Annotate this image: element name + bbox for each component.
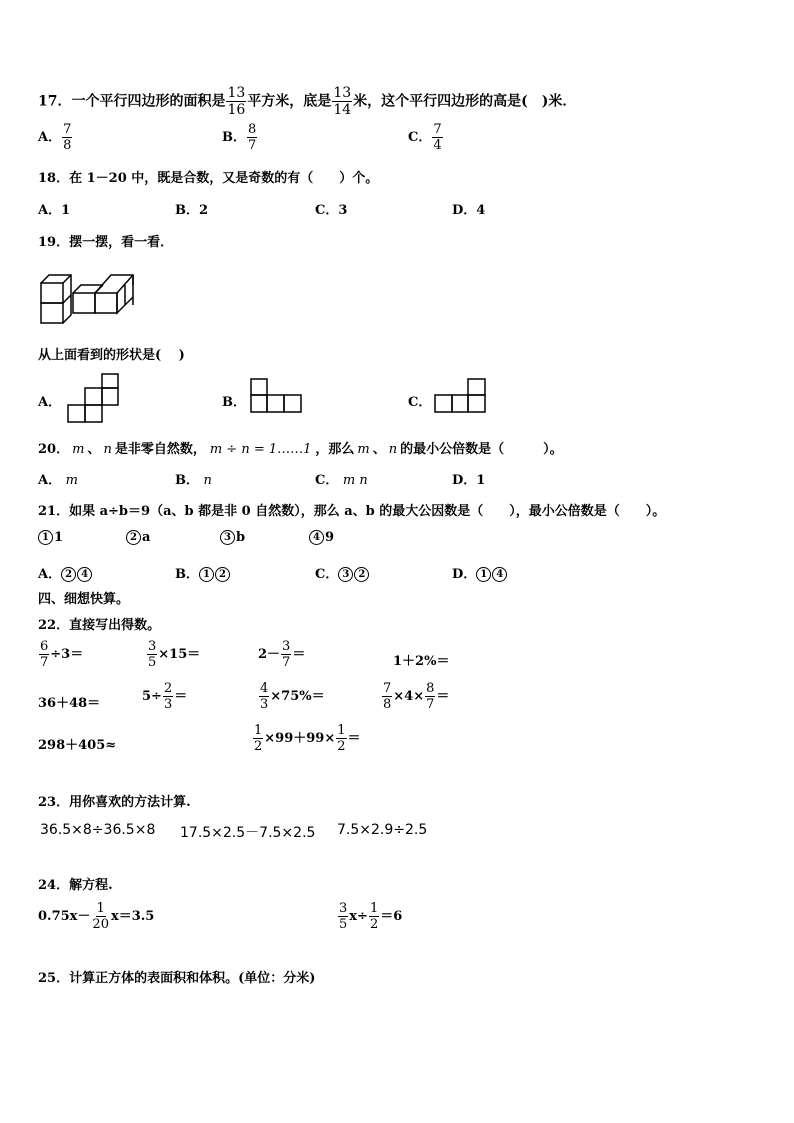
q23-expr-1: 36.5×8÷36.5×8 bbox=[40, 822, 156, 838]
circled-number-icon: 1 bbox=[199, 567, 214, 582]
q22-r1-b: $\frac{3}{5}$ ×15＝ bbox=[148, 639, 201, 670]
q22-r2-b: 5÷ $\frac{2}{3}$ ＝ bbox=[142, 681, 188, 712]
q22-r2-c: $\frac{4}{3}$ ×75%＝ bbox=[260, 681, 325, 712]
q19-stem: 19．摆一摆，看一看． bbox=[38, 235, 174, 250]
q21-item-1: 1 1 bbox=[38, 530, 63, 545]
circled-number-icon: 1 bbox=[38, 530, 53, 545]
q20-option-a[interactable]: A． m bbox=[38, 473, 78, 488]
q21-item-2: 2 a bbox=[126, 530, 150, 545]
q25-stem: 25．计算正方体的表面积和体积。(单位：分米) bbox=[38, 971, 316, 986]
q19-question: 从上面看到的形状是( ) bbox=[38, 348, 185, 363]
q17-stem: 17．一个平行四边形的面积是 $\frac{13}{16}$ 平方米，底是 $\frac{13}{14}$ 米，这个平行四边形的高是( )米． bbox=[38, 85, 577, 118]
q19-option-c[interactable]: C． bbox=[408, 395, 432, 410]
q22-r2-d: $\frac{7}{8}$ ×4× $\frac{8}{7}$ ＝ bbox=[383, 681, 450, 712]
q18-stem: 18．在 1－20 中，既是合数，又是奇数的有（ ）个。 bbox=[38, 171, 379, 186]
circled-number-icon: 3 bbox=[338, 567, 353, 582]
circled-number-icon: 4 bbox=[77, 567, 92, 582]
q20-option-d[interactable]: D．1 bbox=[452, 473, 486, 488]
q21-option-a[interactable]: A． 2 4 bbox=[38, 563, 93, 582]
circled-number-icon: 2 bbox=[354, 567, 369, 582]
circled-number-icon: 3 bbox=[220, 530, 235, 545]
q20-option-b[interactable]: B． n bbox=[175, 473, 212, 488]
q21-option-b[interactable]: B． 1 2 bbox=[175, 563, 231, 582]
q21-item-4: 4 9 bbox=[309, 530, 334, 545]
cube-stack-figure bbox=[38, 266, 142, 326]
q17-option-a[interactable]: A． $\frac{7}{8}$ bbox=[38, 122, 72, 153]
q23-stem: 23．用你喜欢的方法计算. bbox=[38, 795, 191, 810]
q22-r2-a: 36＋48＝ bbox=[38, 696, 101, 711]
q22-stem: 22．直接写出得数。 bbox=[38, 618, 161, 633]
circled-number-icon: 1 bbox=[476, 567, 491, 582]
q17-base-fraction: $\frac{13}{14}$ bbox=[333, 85, 352, 118]
q17-option-c[interactable]: C． $\frac{7}{4}$ bbox=[408, 122, 442, 153]
q22-r1-c: 2－ $\frac{3}{7}$ ＝ bbox=[258, 639, 306, 670]
circled-number-icon: 2 bbox=[61, 567, 76, 582]
q20-expression: m ÷ n = 1……1 bbox=[209, 442, 312, 457]
q24-equation-2: $\frac{3}{5}$ x÷ $\frac{1}{2}$ ＝6 bbox=[339, 901, 403, 932]
q24-stem: 24．解方程. bbox=[38, 878, 113, 893]
q24-equation-1: 0.75x－ $\frac{1}{20}$ x＝3.5 bbox=[38, 901, 155, 932]
q18-option-d[interactable]: D．4 bbox=[452, 203, 486, 218]
q21-option-c[interactable]: C． 3 2 bbox=[315, 563, 370, 582]
q21-option-d[interactable]: D． 1 4 bbox=[452, 563, 508, 582]
q17-option-b[interactable]: B． $\frac{8}{7}$ bbox=[222, 122, 257, 153]
circled-number-icon: 4 bbox=[492, 567, 507, 582]
circled-number-icon: 2 bbox=[215, 567, 230, 582]
section-heading: 四、细想快算。 bbox=[38, 592, 130, 607]
shape-option-b-icon bbox=[250, 378, 302, 414]
q21-stem: 21．如果 a÷b＝9（a、b 都是非 0 自然数），那么 a、b 的最大公因数是（ ），最小公倍数是（ ）。 bbox=[38, 504, 666, 519]
circled-number-icon: 4 bbox=[309, 530, 324, 545]
q23-expr-3: 7.5×2.9÷2.5 bbox=[337, 822, 428, 838]
q18-option-c[interactable]: C．3 bbox=[315, 203, 348, 218]
q19-option-a[interactable]: A． bbox=[38, 395, 62, 410]
q23-expr-2: 17.5×2.5－7.5×2.5 bbox=[180, 825, 316, 841]
shape-option-c-icon bbox=[434, 378, 486, 414]
q21-item-3: 3 b bbox=[220, 530, 245, 545]
q18-option-b[interactable]: B．2 bbox=[175, 203, 209, 218]
q20-option-c[interactable]: C． m n bbox=[315, 473, 368, 488]
q17-area-fraction: $\frac{13}{16}$ bbox=[227, 85, 246, 118]
q20-stem: 20． m 、 n 是非零自然数， m ÷ n = 1……1 ，那么 m 、 n 的最小公倍数是（ ）。 bbox=[38, 442, 563, 457]
q22-r3-a: 298＋405≈ bbox=[38, 738, 117, 753]
q22-r3-b: $\frac{1}{2}$ ×99＋99× $\frac{1}{2}$ ＝ bbox=[254, 723, 361, 754]
q19-option-b[interactable]: B． bbox=[222, 395, 246, 410]
circled-number-icon: 2 bbox=[126, 530, 141, 545]
q22-r1-d: 1＋2%＝ bbox=[393, 654, 450, 669]
q18-option-a[interactable]: A．1 bbox=[38, 203, 71, 218]
q22-r1-a: $\frac{6}{7}$ ÷3＝ bbox=[40, 639, 84, 670]
shape-option-a-icon bbox=[67, 373, 119, 423]
